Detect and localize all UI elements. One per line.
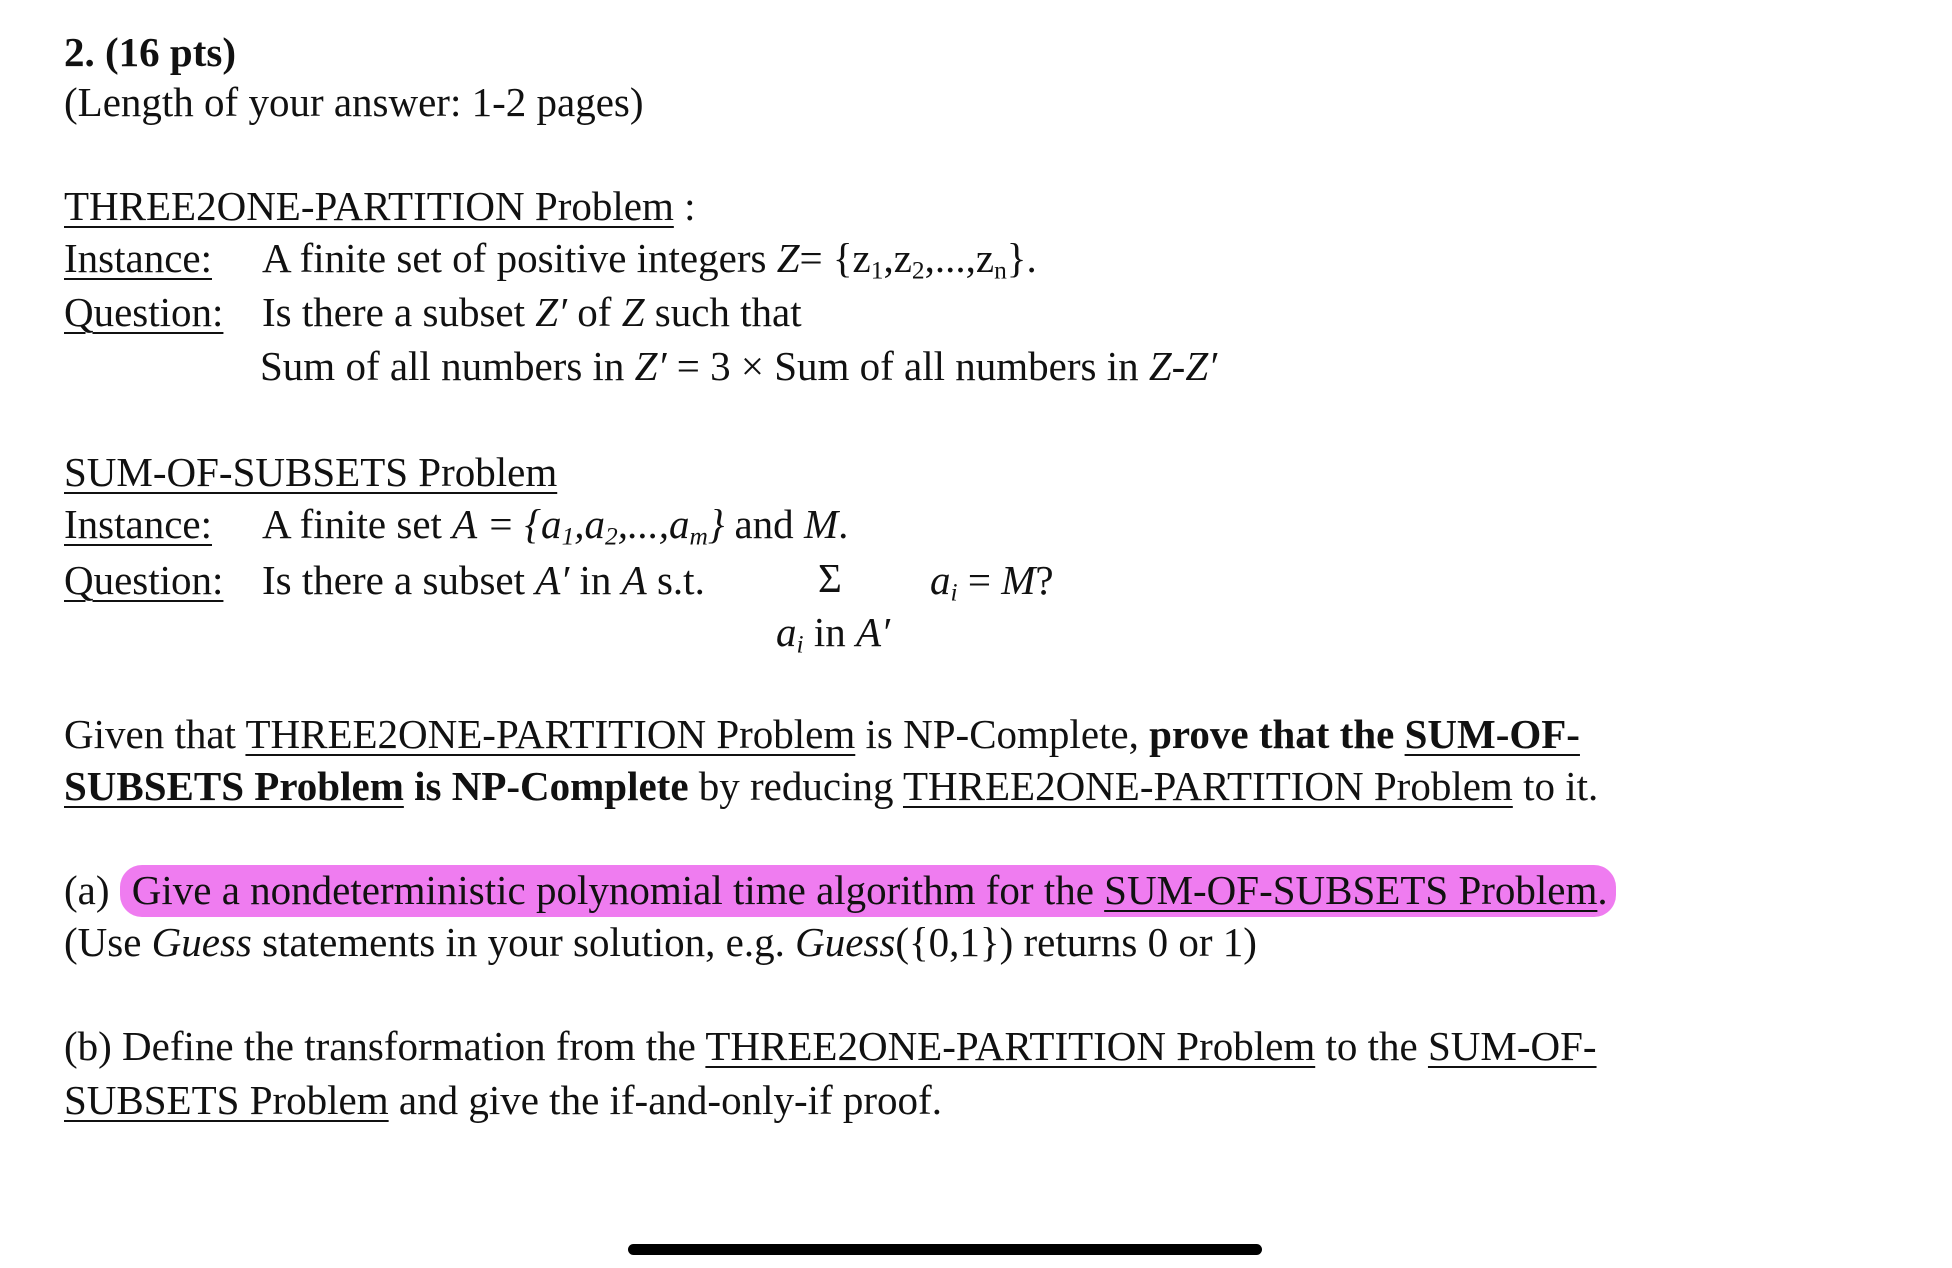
part-b-define: (b) Define the transformation from the [64,1023,706,1069]
sos-dot: . [838,501,849,547]
three2one-title-text: THREE2ONE-PARTITION Problem [64,183,674,229]
three2one-sub-n: n [994,256,1007,285]
sos-question-text-c: s.t. [646,557,705,603]
three2one-set-open: = {z [799,235,871,281]
sum-term-m: M [1001,557,1036,603]
sos-instance-text: A finite set [262,501,453,547]
sos-set-open: = {a [476,501,562,547]
three2one-title-suffix: : [673,183,696,229]
prove-bold-text: prove that the [1149,711,1405,757]
part-a-line-1 [64,868,1616,913]
sos-var-aprime: A′ [535,557,570,603]
length-note: (Length of your answer: 1-2 pages) [64,79,644,125]
part-a-highlight-link: SUM-OF-SUBSETS Problem [1104,867,1598,913]
three2one-question [64,290,802,335]
three2one-cond-a: Sum of all numbers in [260,343,635,389]
part-a-end: . [1597,867,1608,913]
sum-index-aprime: A′ [855,609,890,655]
sum-index-in: in [803,609,856,655]
sum-term-i: i [950,578,958,607]
sos-sub-2: 2 [605,522,618,551]
sos-set-a2: ,a [574,501,606,547]
three2one-set-zn: ,...,z [924,235,995,281]
part-b-to-the: to the [1315,1023,1428,1069]
sos-question [64,558,705,603]
sum-term-eq: = [957,557,1002,603]
part-a-returns: ({0,1}) returns 0 or 1) [895,919,1257,965]
three2one-question-text-a: Is there a subset [262,289,536,335]
part-b-link-three2one: THREE2ONE-PARTITION Problem [705,1023,1316,1069]
prove-line-1 [64,712,1580,757]
prove-line-2 [64,764,1598,809]
part-b-proof: and give the if-and-only-if proof. [388,1077,942,1123]
three2one-title [64,184,696,229]
sos-var-a: A [452,501,477,547]
three2one-instance [64,236,1037,285]
sigma-symbol: Σ [818,555,842,601]
sos-question-label: Question: [64,557,224,603]
three2one-sub-1: 1 [870,256,884,285]
part-b-link-sos-1: SUM-OF- [1427,1023,1597,1069]
part-b-line-1 [64,1024,1597,1069]
prove-to-it: to it. [1512,763,1599,809]
prove-text-a: Given that [64,711,246,757]
prove-reducing: by reducing [688,763,903,809]
sum-term [930,558,1054,607]
part-a-use: (Use [64,919,152,965]
prove-link-three2one: THREE2ONE-PARTITION Problem [245,711,856,757]
part-b-line-2 [64,1078,942,1123]
sos-title-text: SUM-OF-SUBSETS Problem [64,449,558,495]
part-a-highlight [120,865,1616,917]
sum-term-a: a [930,557,951,603]
prove-text-b: is NP-Complete, [855,711,1150,757]
three2one-condition [260,344,1217,389]
three2one-cond-b: = 3 × Sum of all numbers in [666,343,1149,389]
sos-instance [64,502,848,551]
sum-index-i: i [796,630,804,659]
sos-var-a2: A [621,557,647,603]
part-b-link-sos-2: SUBSETS Problem [64,1077,389,1123]
prove-bold-link-2: SUBSETS Problem [64,763,404,809]
three2one-question-label: Question: [64,289,224,335]
sos-sub-m: m [689,522,708,551]
part-a-label: (a) [64,867,120,913]
prove-link-three2one-2: THREE2ONE-PARTITION Problem [902,763,1513,809]
sos-set-am: ,...,a [617,501,690,547]
three2one-question-text-c: such that [644,289,802,335]
sum-index-a: a [776,609,797,655]
three2one-cond-diff: Z-Z′ [1148,343,1218,389]
part-a-line-2 [64,920,1257,965]
three2one-instance-text: A finite set of positive integers [262,235,777,281]
sos-and: and [724,501,804,547]
three2one-question-text-b: of [567,289,622,335]
three2one-set-close: }. [1006,235,1037,281]
sum-term-q: ? [1035,557,1054,603]
part-a-highlight-text: Give a nondeterministic polynomial time algorithm for the [131,867,1105,913]
three2one-var-z: Z [776,235,800,281]
three2one-sub-2: 2 [911,256,925,285]
three2one-instance-label: Instance: [64,235,212,281]
prove-bold-np: is NP-Complete [403,763,689,809]
sos-sub-1: 1 [561,522,575,551]
question-number [64,30,236,75]
three2one-cond-zprime: Z′ [634,343,667,389]
three2one-var-z2: Z [621,289,645,335]
three2one-var-zprime: Z′ [535,289,568,335]
part-a-statements: statements in your solution, e.g. [251,919,796,965]
three2one-set-z2: ,z [883,235,912,281]
sos-set-close: } [707,501,725,547]
sum-index [776,610,890,659]
sos-instance-label: Instance: [64,501,212,547]
sos-title [64,450,557,495]
prove-bold-link-1: SUM-OF- [1404,711,1580,757]
part-a-guess-2: Guess [795,919,896,965]
sos-question-text-b: in [569,557,622,603]
sos-var-m: M [803,501,839,547]
home-indicator[interactable] [628,1244,1262,1255]
sos-question-text-a: Is there a subset [262,557,536,603]
points-label: (16 pts) [105,29,236,75]
question-number-label: 2. [64,29,95,75]
part-a-guess: Guess [151,919,252,965]
